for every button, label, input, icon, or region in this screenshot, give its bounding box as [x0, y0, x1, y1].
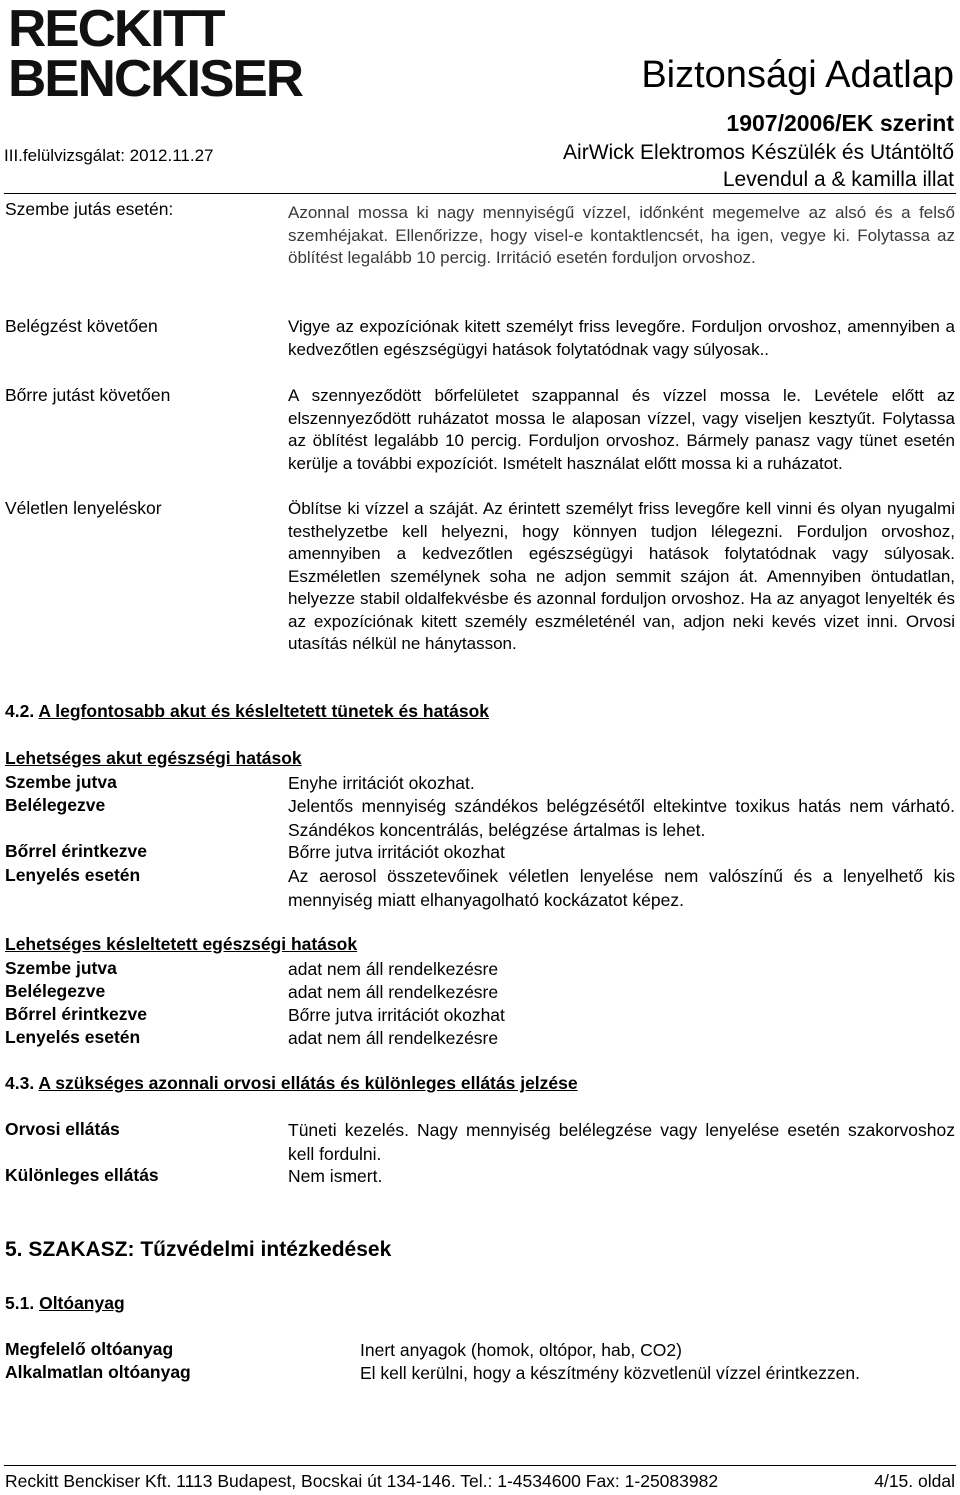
footer-company: Reckitt Benckiser Kft. 1113 Budapest, Bocskai út 134-146. Tel.: 1-4534600 Fax: 1-25083982 — [5, 1471, 719, 1491]
first-aid-label: Véletlen lenyeléskor — [5, 498, 162, 518]
section-4-3-heading — [5, 1073, 578, 1094]
unsuitable-extinguisher-value: El kell kerülni, hogy a készítmény közvetlenül vízzel érintkezzen. — [360, 1363, 860, 1383]
special-care-key: Különleges ellátás — [5, 1165, 159, 1185]
logo-line-2: BENCKISER — [8, 50, 303, 108]
acute-effects-heading: Lehetséges akut egészségi hatások — [5, 748, 302, 768]
revision-date: III.felülvizsgálat: 2012.11.27 — [4, 146, 214, 165]
first-aid-text: Öblítse ki vízzel a száját. Az érintett személyt friss levegőre kell vinni és olyan nyugalmi testhelyzetbe kell helyezni, hogy könnyen tudjon lélegezni. Forduljon orvoshoz, amennyiben a kedvezőtlen egészségügyi hatások folytatódnak vagy súlyosak. Eszméletlen személynek soha ne adjon semmit szájon át. Amennyiben öntudatlan, helyezze stabil oldalfekvésbe és azonnal forduljon orvoshoz. Ha az anyagot lenyelték és az expozíciónak kitett személy eszméleténél van, adjon neki kevés vizet inni. Orvosi utasítás nélkül ne hánytasson. — [288, 499, 955, 653]
unsuitable-extinguisher-key: Alkalmatlan oltóanyag — [5, 1362, 191, 1382]
footer-divider — [4, 1465, 956, 1466]
delayed-value: adat nem áll rendelkezésre — [288, 982, 499, 1002]
section-number: 5.1. — [5, 1293, 35, 1313]
header-divider — [4, 193, 956, 194]
special-care-value: Nem ismert. — [288, 1166, 383, 1186]
section-title: A szükséges azonnali orvosi ellátás és különleges ellátás jelzése — [38, 1073, 578, 1093]
delayed-key: Belélegezve — [5, 981, 106, 1001]
acute-key: Belélegezve — [5, 795, 106, 815]
acute-key: Lenyelés esetén — [5, 865, 141, 885]
acute-value: Enyhe irritációt okozhat. — [288, 773, 475, 793]
delayed-value: Bőrre jutva irritációt okozhat — [288, 1005, 505, 1025]
suitable-extinguisher-value: Inert anyagok (homok, oltópor, hab, CO2) — [360, 1340, 682, 1360]
section-title: Oltóanyag — [39, 1293, 125, 1313]
delayed-key: Lenyelés esetén — [5, 1027, 141, 1047]
suitable-extinguisher-key: Megfelelő oltóanyag — [5, 1339, 174, 1359]
first-aid-label: Belégzést követően — [5, 316, 158, 336]
product-variant: Levendul a & kamilla illat — [722, 168, 954, 191]
section-5-heading: 5. SZAKASZ: Tűzvédelmi intézkedések — [5, 1238, 392, 1261]
document-title: Biztonsági Adatlap — [641, 54, 954, 96]
delayed-key: Szembe jutva — [5, 958, 117, 978]
first-aid-text: Azonnal mossa ki nagy mennyiségű vízzel, időnként megemelve az alsó és a felső szemhéjakat. Ellenőrizze, hogy visel-e kontaktlencsét, ha igen, vegye ki. Folytassa az öblítést legalább 10 percig. Irritáció esetén forduljon orvoshoz. — [288, 203, 955, 267]
acute-value: Jelentős mennyiség szándékos belégzésétől eltekintve toxikus hatás nem várható. Szándékos koncentrálás, belégzése ártalmas is lehet. — [288, 796, 955, 840]
medical-care-value: Tüneti kezelés. Nagy mennyiség belélegzése vagy lenyelése esetén szakorvoshoz kell fordulni. — [288, 1120, 955, 1164]
acute-value: Bőrre jutva irritációt okozhat — [288, 842, 505, 862]
delayed-effects-heading: Lehetséges késleltetett egészségi hatások — [5, 934, 358, 954]
company-logo — [8, 0, 303, 108]
delayed-key: Bőrrel érintkezve — [5, 1004, 148, 1024]
section-number: 4.2. — [5, 701, 35, 721]
acute-value: Az aerosol összetevőinek véletlen lenyelése nem valószínű és a lenyelhető kis mennyiség miatt elhanyagolható kockázatot képez. — [288, 866, 955, 910]
section-5-1-heading — [5, 1293, 125, 1314]
page-footer — [5, 1471, 955, 1492]
section-number: 4.3. — [5, 1073, 35, 1093]
medical-care-key: Orvosi ellátás — [5, 1119, 120, 1139]
acute-key: Szembe jutva — [5, 772, 117, 792]
delayed-value: adat nem áll rendelkezésre — [288, 959, 499, 979]
first-aid-text: A szennyeződött bőrfelületet szappannal és vízzel mossa le. Levétele előtt az elszennyeződött ruházatot mossa le alaposan vízzel, vagy viseljen kesztyűt. Folytassa az öblítést legalább 10 percig. Forduljon orvoshoz. Bármely panasz vagy tünet esetén kerülje a további expozíciót. Ismételt használat előtt mossa ki a ruházatot. — [288, 386, 955, 473]
first-aid-text: Vigye az expozíciónak kitett személyt friss levegőre. Forduljon orvoshoz, amennyiben a kedvezőtlen egészségügyi hatások folytatódnak vagy súlyosak.. — [288, 317, 955, 359]
regulation-reference: 1907/2006/EK szerint — [726, 110, 954, 136]
first-aid-label: Bőrre jutást követően — [5, 385, 171, 405]
first-aid-label: Szembe jutás esetén: — [5, 199, 174, 219]
page-number: 4/15. oldal — [874, 1471, 955, 1491]
acute-key: Bőrrel érintkezve — [5, 841, 148, 861]
product-name: AirWick Elektromos Készülék és Utántöltő — [563, 141, 954, 164]
section-title: A legfontosabb akut és késleltetett tünetek és hatások — [38, 701, 490, 721]
logo-line-1: RECKITT — [8, 0, 224, 58]
section-4-2-heading — [5, 701, 489, 722]
delayed-value: adat nem áll rendelkezésre — [288, 1028, 499, 1048]
